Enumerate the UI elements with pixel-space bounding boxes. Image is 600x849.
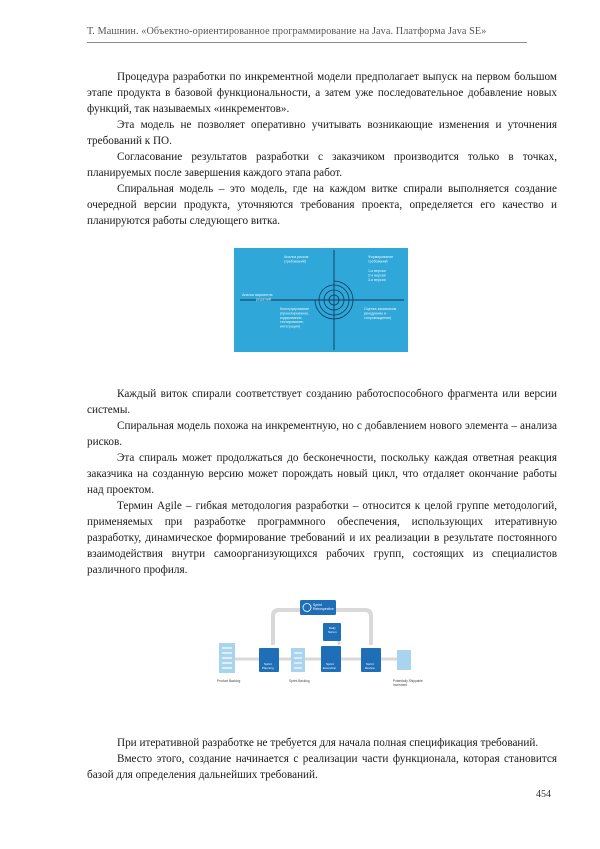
paragraph: При итеративной разработке не требуется для начала полная спецификация требований. [117, 737, 539, 749]
paragraph: Спиральная модель похожа на инкрементную, но с добавлением нового элемента – анализа рисков. [87, 420, 557, 448]
sprint-execution-label: Sprint Execution [323, 662, 337, 670]
paragraph: Эта спираль может продолжаться до бесконечности, поскольку каждая ответная реакция заказчика на созданную версию может порождать новый цикл, что отдаляет окончание работы над проектом. [87, 452, 557, 496]
text-block-1 [87, 69, 557, 229]
spiral-q2-label: Формирование требований [368, 255, 394, 264]
increment-caption: Potentially Shippable Increment [393, 679, 423, 687]
paragraph: Каждый виток спирали соответствует созданию работоспособного фрагмента или версии системы. [87, 388, 557, 416]
paragraph: Процедура разработки по инкрементной модели предполагает выпуск на первом большом этапе продукта в базовой функциональности, а затем уже последовательное добавление новых функций, так называемых «инкрементов». [87, 71, 557, 115]
text-block-3 [87, 735, 557, 783]
text-block-2 [87, 386, 557, 578]
paragraph: Вместо этого, создание начинается с реализации части функционала, которая становится базой для определения дальнейших требований. [87, 753, 557, 781]
spiral-diagram [234, 248, 408, 352]
spiral-model-figure [234, 248, 408, 352]
paragraph: Эта модель не позволяет оперативно учитывать возникающие изменения и уточнения требований к ПО. [87, 119, 557, 147]
spiral-q4-label: Оценка заказчиком (внедрение и сопровождение) [364, 307, 397, 320]
daily-scrum-label: Daily Scrum [328, 626, 337, 634]
paragraph: Согласование результатов разработки с заказчиком производится только в точках, планируемых после завершения каждого этапа работ. [87, 151, 557, 179]
sprint-planning-label: Sprint Planning [262, 662, 274, 670]
sprint-retrospective-label: Sprint Retrospective [313, 603, 334, 611]
retrospective-loop [273, 610, 371, 645]
sprint-backlog-caption: Sprint Backlog [289, 679, 310, 683]
spiral-left-label: Анализ вариантов решений [242, 293, 273, 302]
increment-box [397, 650, 411, 670]
page-number: 454 [536, 789, 551, 800]
paragraph: Термин Agile – гибкая методология разработки – относится к целой группе методологий, применяемых при разработке программного обеспечения, использующих итеративную разработку, динамическое формирование требований и их реализации в результате постоянного взаимодействия внутри самоорганизующихся рабочих групп, состоящих из специалистов различного профиля. [87, 500, 557, 576]
scrum-process-figure [213, 598, 431, 702]
scrum-diagram [213, 598, 431, 702]
running-header: Т. Машнин. «Объектно-ориентированное программирование на Java. Платформа Java SE» [87, 26, 527, 43]
sprint-review-label: Sprint Review [365, 662, 375, 670]
spiral-version-list: 1-я версия 2-я версия 3-я версия [368, 269, 386, 283]
product-backlog-caption: Product Backlog [217, 679, 241, 683]
spiral-q1-label: Анализ рисков (требований) [284, 255, 309, 264]
spiral-q3-label: Конструирование (проектирование, кодирование, тестирование, интеграция) [280, 307, 310, 329]
paragraph: Спиральная модель – это модель, где на каждом витке спирали выполняется создание очередной версии продукта, уточняются требования проекта, определяется его качество и планируются работы следующего витка. [87, 183, 557, 227]
